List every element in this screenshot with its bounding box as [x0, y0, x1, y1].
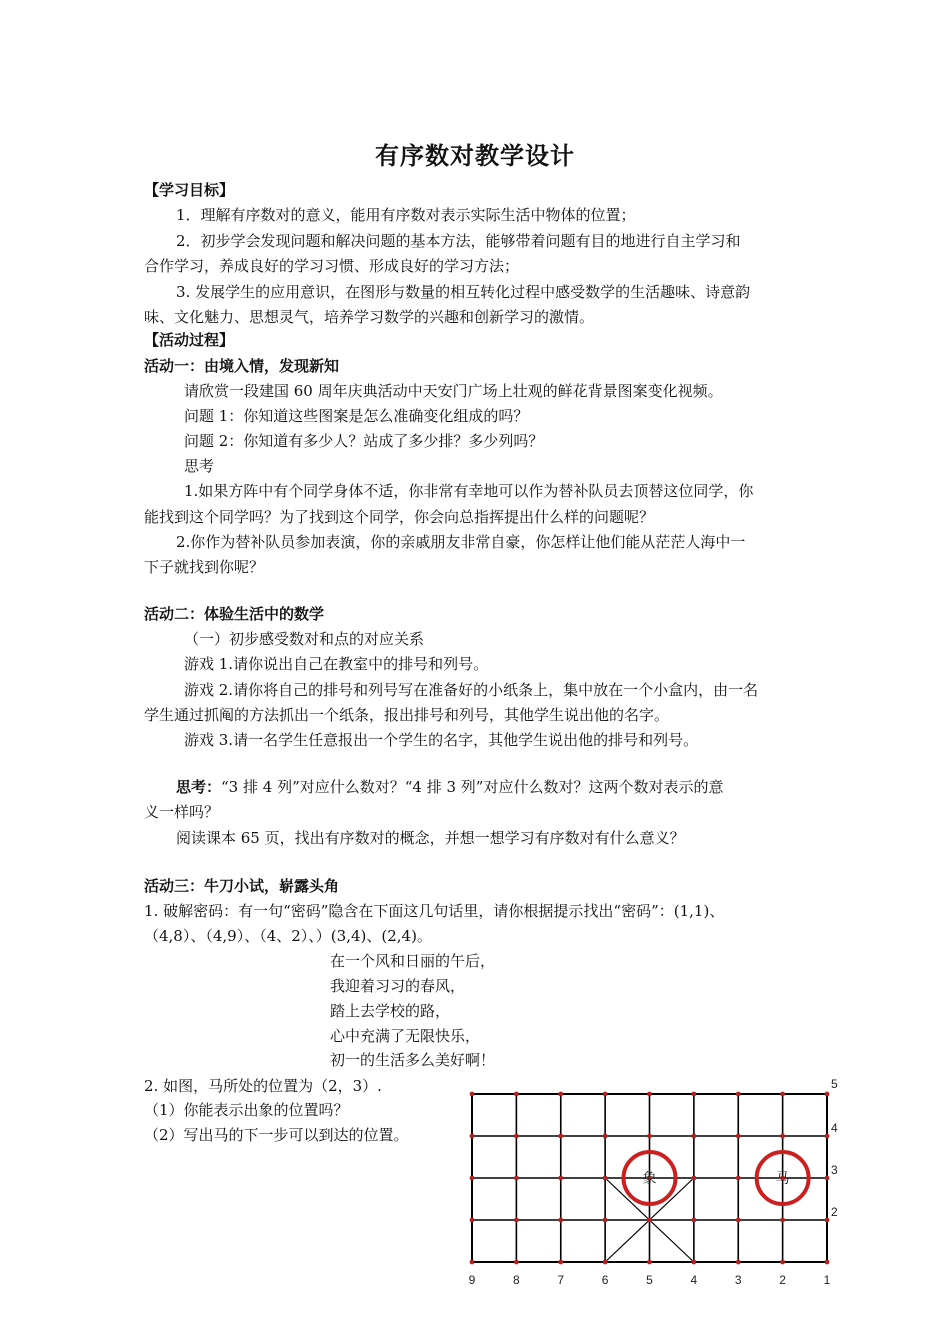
grid-point [825, 1176, 830, 1181]
grid-point [470, 1176, 475, 1181]
grid-point [470, 1218, 475, 1223]
question2-sub: （1）你能表示出象的位置吗？ [144, 1101, 349, 1119]
think-text: “3 排 4 列”对应什么数对？“4 排 3 列”对应什么数对？这两个数对表示的意 [221, 778, 724, 796]
poem-line: 踏上去学校的路， [330, 1002, 451, 1020]
column-label: 6 [601, 1273, 609, 1287]
poem-line: 我迎着习习的春风， [330, 977, 466, 995]
poem-line: 心中充满了无限快乐， [330, 1027, 481, 1045]
grid-point [691, 1260, 696, 1265]
grid-point [514, 1134, 519, 1139]
grid-point [647, 1134, 652, 1139]
activity1-heading: 活动一：由境入情，发现新知 [144, 357, 340, 375]
grid-point [558, 1260, 563, 1265]
grid-point [514, 1176, 519, 1181]
grid-point [825, 1092, 830, 1097]
activity2-line: 游戏 3.请一名学生任意报出一个学生的名字，其他学生说出他的排号和列号。 [184, 731, 699, 749]
column-label: 1 [823, 1273, 831, 1287]
question1-line: （4,8）、（4,9）、（4、2）、）(3,4)、(2,4)。 [144, 927, 432, 945]
goal-line: 味、文化魅力、思想灵气，培养学习数学的兴趣和创新学习的激情。 [144, 308, 595, 326]
elephant-piece: 象 [642, 1171, 657, 1187]
question1-line: 1. 破解密码：有一句“密码”隐含在下面这几句话里，请你根据提示找出“密码”：(1,1)、 [144, 902, 725, 920]
horse-piece: 马 [775, 1171, 790, 1187]
activity1-line: 2.你作为替补队员参加表演，你的亲戚朋友非常自豪，你怎样让他们能从茫茫人海中一 [176, 533, 746, 551]
chess-board-figure [462, 1077, 842, 1289]
grid-point [780, 1260, 785, 1265]
column-label: 5 [646, 1273, 653, 1287]
activity2-line: 游戏 2.请你将自己的排号和列号写在准备好的小纸条上，集中放在一个小盒内，由一名 [184, 681, 759, 699]
grid-point [780, 1218, 785, 1223]
activity1-line: 能找到这个同学吗？为了找到这个同学，你会向总指挥提出什么样的问题呢？ [144, 508, 655, 526]
column-label: 4 [690, 1273, 698, 1287]
grid-point [825, 1134, 830, 1139]
column-label: 7 [557, 1273, 565, 1287]
activity3-heading: 活动三：牛刀小试，崭露头角 [144, 877, 340, 895]
activity1-line: 下子就找到你呢？ [144, 558, 265, 576]
grid-point [736, 1134, 741, 1139]
poem-line: 在一个风和日丽的午后， [330, 952, 496, 970]
grid-point [647, 1260, 652, 1265]
activity1-line: 1.如果方阵中有个同学身体不适，你非常有幸地可以作为替补队员去顶替这位同学，你 [184, 482, 754, 500]
goals-heading: 【学习目标】 [144, 181, 235, 199]
think-line [176, 777, 723, 797]
activity2-line: 游戏 1.请你说出自己在教室中的排号和列号。 [184, 655, 489, 673]
row-label: 3 [831, 1163, 838, 1177]
think-label: 思考： [176, 778, 222, 796]
grid-point [825, 1260, 830, 1265]
grid-point [558, 1176, 563, 1181]
goal-line: 1．理解有序数对的意义，能用有序数对表示实际生活中物体的位置； [176, 206, 636, 224]
grid-point [603, 1092, 608, 1097]
grid-point [514, 1260, 519, 1265]
grid-point [691, 1218, 696, 1223]
process-heading: 【活动过程】 [144, 331, 235, 349]
grid-point [736, 1218, 741, 1223]
grid-point [603, 1134, 608, 1139]
grid-point [470, 1260, 475, 1265]
grid-point [514, 1218, 519, 1223]
activity2-heading: 活动二：体验生活中的数学 [144, 605, 325, 623]
grid-point [736, 1260, 741, 1265]
grid-point [647, 1218, 652, 1223]
column-label: 9 [468, 1273, 476, 1287]
column-label: 2 [779, 1273, 786, 1287]
grid-point [558, 1218, 563, 1223]
grid-point [691, 1176, 696, 1181]
row-label: 4 [831, 1121, 838, 1135]
grid-point [603, 1260, 608, 1265]
page-title: 有序数对教学设计 [375, 142, 575, 170]
grid-point [691, 1134, 696, 1139]
grid-point [603, 1218, 608, 1223]
chess-board [462, 1077, 842, 1289]
think-cont: 义一样吗？ [144, 803, 220, 821]
activity1-line: 问题 2：你知道有多少人？站成了多少排？多少列吗？ [184, 432, 544, 450]
activity2-line: （一）初步感受数对和点的对应关系 [184, 630, 425, 648]
activity1-line: 问题 1：你知道这些图案是怎么准确变化组成的吗？ [184, 407, 529, 425]
question2-line: 2. 如图，马所处的位置为（2，3）. [144, 1077, 382, 1095]
grid-point [780, 1092, 785, 1097]
activity1-line: 思考 [184, 457, 215, 475]
grid-point [470, 1134, 475, 1139]
grid-point [514, 1092, 519, 1097]
activity1-line: 请欣赏一段建国 60 周年庆典活动中天安门广场上壮观的鲜花背景图案变化视频。 [184, 382, 723, 400]
read-line: 阅读课本 65 页，找出有序数对的概念，并想一想学习有序数对有什么意义？ [176, 829, 685, 847]
goal-line: 合作学习，养成良好的学习习惯、形成良好的学习方法； [144, 257, 520, 275]
grid-point [603, 1176, 608, 1181]
column-label: 3 [734, 1273, 742, 1287]
grid-point [780, 1134, 785, 1139]
grid-point [558, 1092, 563, 1097]
goal-line: 2．初步学会发现问题和解决问题的基本方法，能够带着问题有目的地进行自主学习和 [176, 232, 741, 250]
activity2-line: 学生通过抓阄的方法抓出一个纸条，报出排号和列号，其他学生说出他的名字。 [144, 706, 670, 724]
grid-point [691, 1092, 696, 1097]
grid-point [736, 1092, 741, 1097]
grid-point [736, 1176, 741, 1181]
row-label: 5 [831, 1077, 838, 1091]
grid-point [647, 1092, 652, 1097]
column-label: 8 [513, 1273, 520, 1287]
question2-sub: （2）写出马的下一步可以到达的位置。 [144, 1126, 409, 1144]
goal-line: 3. 发展学生的应用意识，在图形与数量的相互转化过程中感受数学的生活趣味、诗意韵 [176, 283, 751, 301]
grid-point [558, 1134, 563, 1139]
grid-point [825, 1218, 830, 1223]
grid-point [470, 1092, 475, 1097]
row-label: 2 [831, 1205, 838, 1219]
poem-line: 初一的生活多么美好啊！ [330, 1051, 496, 1069]
